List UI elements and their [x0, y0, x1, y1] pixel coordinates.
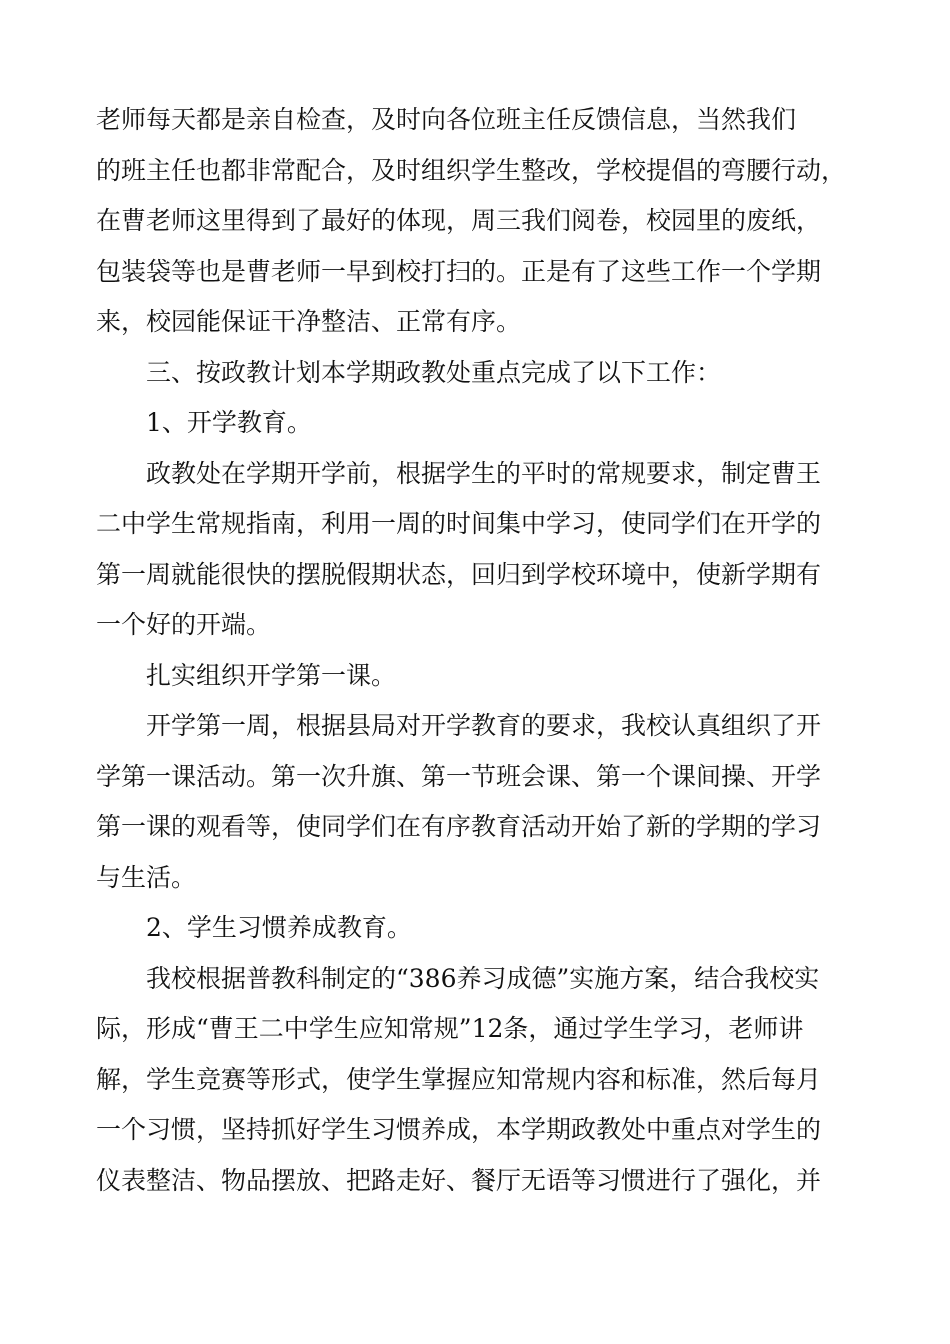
- section-heading-3: 三、按政教计划本学期政教处重点完成了以下工作：: [146, 357, 722, 387]
- text-line-11: 一个好的开端。: [96, 610, 272, 639]
- text-line-10: 第一周就能很快的摆脱假期状态，回归到学校环境中，使新学期有: [96, 559, 822, 589]
- text-line-19: 际，形成“曹王二中学生应知常规”12条，通过学生学习，老师讲: [96, 1014, 804, 1043]
- text-line-15: 第一课的观看等，使同学们在有序教育活动开始了新的学期的学习: [96, 812, 822, 841]
- text-line-5: 来，校园能保证干净整洁、正常有序。: [96, 307, 522, 336]
- text-line-13: 开学第一周，根据县局对开学教育的要求，我校认真组织了开: [146, 711, 822, 740]
- text-line-4: 包装袋等也是曹老师一早到校打扫的。正是有了这些工作一个学期: [96, 256, 822, 286]
- text-line-22: 仪表整洁、物品摆放、把路走好、餐厅无语等习惯进行了强化，并: [96, 1165, 822, 1195]
- text-line-2: 的班主任也都非常配合，及时组织学生整改，学校提倡的弯腰行动，: [96, 155, 847, 185]
- text-line-9: 二中学生常规指南，利用一周的时间集中学习，使同学们在开学的: [96, 509, 822, 538]
- text-line-14: 学第一课活动。第一次升旗、第一节班会课、第一个课间操、开学: [96, 761, 822, 791]
- text-line-1: 老师每天都是亲自检查，及时向各位班主任反馈信息，当然我们: [96, 105, 797, 134]
- subsection-heading-2: 2、学生习惯养成教育。: [146, 913, 412, 942]
- subsection-heading-1: 1、开学教育。: [146, 408, 312, 437]
- text-line-21: 一个习惯，坚持抓好学生习惯养成，本学期政教处中重点对学生的: [96, 1115, 822, 1144]
- text-line-16: 与生活。: [96, 862, 197, 892]
- text-line-8: 政教处在学期开学前，根据学生的平时的常规要求，制定曹王: [146, 458, 822, 488]
- text-line-20: 解，学生竞赛等形式，使学生掌握应知常规内容和标准，然后每月: [96, 1064, 822, 1094]
- text-line-3: 在曹老师这里得到了最好的体现，周三我们阅卷，校园里的废纸，: [96, 206, 822, 235]
- text-line-18: 我校根据普教科制定的“386养习成德”实施方案，结合我校实: [146, 963, 820, 993]
- document-body: [96, 95, 866, 1206]
- text-line-12: 扎实组织开学第一课。: [146, 660, 397, 690]
